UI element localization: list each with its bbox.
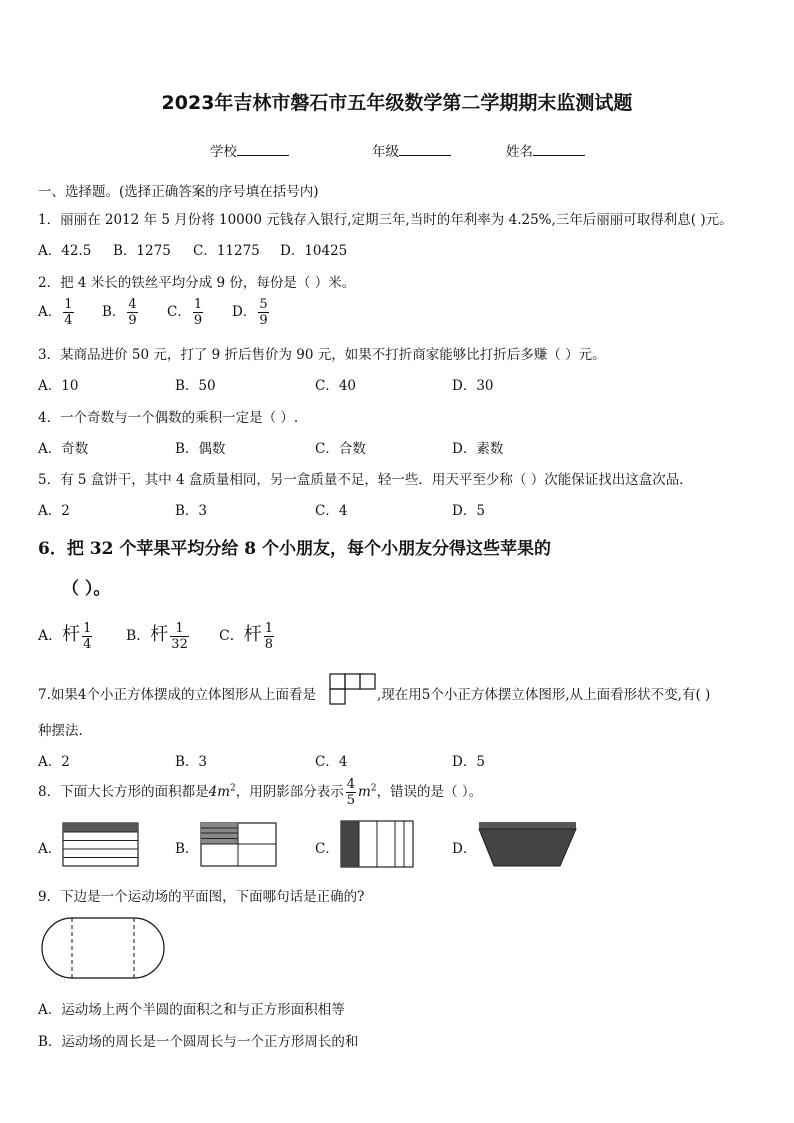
q8-figure-a[interactable] <box>62 822 140 868</box>
q5-option-b[interactable]: B．3 <box>175 503 208 519</box>
q8-area-unit-power: 2 <box>230 783 236 794</box>
q7-option-b[interactable]: B．3 <box>175 754 208 770</box>
q7-square-1 <box>330 674 345 689</box>
q8-figure-b[interactable] <box>200 822 278 868</box>
name-field <box>506 140 585 160</box>
q3-option-b[interactable]: B．50 <box>175 378 216 394</box>
fraction <box>264 622 274 651</box>
q3-option-a[interactable]: A．10 <box>38 378 79 394</box>
name-label: 姓名 <box>506 144 533 160</box>
q5-option-c[interactable]: C．4 <box>315 503 348 519</box>
numerator: 4 <box>346 777 356 792</box>
q5-option-a[interactable]: A．2 <box>38 503 70 519</box>
q2-stem: 2．把 4 米长的铁丝平均分成 9 份，每份是（ ）米。 <box>38 275 356 291</box>
denominator: 32 <box>171 636 188 652</box>
q2-option-c[interactable] <box>167 298 205 327</box>
section-heading: 一、选择题。(选择正确答案的序号填在括号内) <box>38 184 319 200</box>
q8-option-a[interactable]: A． <box>38 841 62 857</box>
numerator: 1 <box>83 620 92 636</box>
q7-option-c[interactable]: C．4 <box>315 754 348 770</box>
q9-track-outline <box>42 918 164 978</box>
numerator: 1 <box>64 297 73 312</box>
school-field <box>210 140 289 160</box>
q1-option-b[interactable]: B．1275 <box>113 243 171 259</box>
q7-stem-line2: 种摆法. <box>38 723 83 739</box>
q4-option-b[interactable]: B．偶数 <box>175 441 226 457</box>
q8-a-shaded-strip <box>63 823 138 832</box>
q7-stem-b: ,现在用5个小正方体摆立体图形,从上面看形状不变,有( ) <box>377 687 711 703</box>
q2-option-a[interactable] <box>38 298 76 327</box>
q3-option-d[interactable]: D．30 <box>452 378 494 394</box>
grade-field <box>372 140 451 160</box>
name-blank[interactable] <box>533 143 585 156</box>
q6-option-a-word: 杆 <box>62 624 81 645</box>
fraction <box>82 622 92 651</box>
q8-stem-a: 8．下面大长方形的面积都是 <box>38 784 209 800</box>
q2-option-a-label: A． <box>38 304 62 320</box>
denominator: 5 <box>346 793 356 808</box>
denominator: 4 <box>83 636 92 652</box>
q4-stem: 4．一个奇数与一个偶数的乘积一定是（ ）. <box>38 410 299 426</box>
numerator: 1 <box>264 620 273 636</box>
fraction <box>127 298 137 327</box>
q2-option-d-label: D． <box>232 304 257 320</box>
q8-shaded-unit-power: 2 <box>370 783 377 794</box>
grade-label: 年级 <box>372 144 399 160</box>
school-blank[interactable] <box>237 143 289 156</box>
q7-top-view-figure <box>329 673 377 705</box>
q6-option-a[interactable] <box>38 620 94 651</box>
q8-area-unit: m <box>217 784 230 800</box>
q8-figure-d[interactable] <box>476 820 580 870</box>
q8-option-d[interactable]: D． <box>452 841 477 857</box>
q9-track-figure <box>40 916 166 980</box>
denominator: 9 <box>193 313 203 328</box>
denominator: 9 <box>128 313 137 328</box>
q1-option-a[interactable]: A．42.5 <box>38 243 92 259</box>
fraction <box>193 298 203 327</box>
q5-stem: 5．有 5 盒饼干，其中 4 盒质量相同，另一盒质量不足，轻一些．用天平至少称（ ）次能保证找出这盒次品． <box>38 472 693 488</box>
q6-option-b-word: 杆 <box>150 624 169 645</box>
q9-option-b[interactable]: B．运动场的周长是一个圆周长与一个正方形周长的和 <box>38 1034 359 1050</box>
q2-option-d[interactable] <box>232 298 271 327</box>
q7-option-d[interactable]: D．5 <box>452 754 485 770</box>
q9-option-a[interactable]: A．运动场上两个半圆的面积之和与正方形面积相等 <box>38 1002 345 1018</box>
q4-option-c[interactable]: C．合数 <box>315 441 366 457</box>
q6-stem: 6．把 32 个苹果平均分给 8 个小朋友，每个小朋友分得这些苹果的 <box>38 539 551 559</box>
q6-option-c-label: C． <box>219 628 244 644</box>
q2-option-b[interactable] <box>102 298 140 327</box>
q5-option-d[interactable]: D．5 <box>452 503 485 519</box>
fraction <box>63 298 73 327</box>
q4-option-d[interactable]: D．素数 <box>452 441 504 457</box>
q6-option-c-word: 杆 <box>243 624 262 645</box>
q1-stem: 1．丽丽在 2012 年 5 月份将 10000 元钱存入银行,定期三年,当时的年利率为 4.25%,三年后丽丽可取得利息( )元。 <box>38 212 733 228</box>
denominator: 8 <box>264 636 273 652</box>
q6-option-a-label: A． <box>38 628 63 644</box>
q7-stem-a: 7.如果4个小正方体摆成的立体图形从上面看是 <box>38 687 316 703</box>
numerator: 4 <box>128 297 137 312</box>
q6-stem-line2: （ ）。 <box>62 579 111 599</box>
q4-option-a[interactable]: A．奇数 <box>38 441 89 457</box>
q8-figure-c[interactable] <box>340 820 416 870</box>
denominator: 9 <box>259 313 268 328</box>
q6-option-c[interactable] <box>219 620 276 651</box>
q8-d-shaded-trapezoid <box>479 829 576 866</box>
q8-c-shaded-column <box>341 821 359 867</box>
q9-stem: 9．下边是一个运动场的平面图，下面哪句话是正确的? <box>38 889 365 905</box>
q7-option-a[interactable]: A．2 <box>38 754 70 770</box>
q7-square-3 <box>360 674 375 689</box>
q8-option-b[interactable]: B． <box>175 841 199 857</box>
q8-area-value: 4 <box>208 784 218 800</box>
q1-option-c[interactable]: C．11275 <box>193 243 260 259</box>
q8-stem-c: ，错误的是（ ）。 <box>376 784 483 800</box>
q8-option-c[interactable]: C． <box>315 841 339 857</box>
q8-stem-b: ，用阴影部分表示 <box>235 784 344 800</box>
numerator: 1 <box>193 297 203 312</box>
numerator: 1 <box>170 622 189 637</box>
fraction <box>258 298 268 327</box>
page-title: 2023年吉林市磐石市五年级数学第二学期期末监测试题 <box>161 92 633 114</box>
grade-blank[interactable] <box>399 143 451 156</box>
q3-option-c[interactable]: C．40 <box>315 378 357 394</box>
fraction <box>346 778 356 807</box>
q7-square-2 <box>345 674 360 689</box>
fraction <box>170 622 189 651</box>
q8-d-top-bar <box>479 822 576 829</box>
q6-option-b[interactable] <box>126 620 191 651</box>
q8-stem <box>38 778 482 807</box>
q3-stem: 3．某商品进价 50 元，打了 9 折后售价为 90 元，如果不打折商家能够比打折后多赚（ ）元。 <box>38 347 606 363</box>
q6-option-b-label: B． <box>126 628 151 644</box>
q2-option-c-label: C． <box>167 304 191 320</box>
q1-option-d[interactable]: D．10425 <box>280 243 348 259</box>
denominator: 4 <box>64 313 73 328</box>
q7-square-4 <box>330 689 345 704</box>
numerator: 5 <box>259 297 268 312</box>
q8-shaded-unit: m <box>358 784 371 800</box>
q2-option-b-label: B． <box>102 304 126 320</box>
school-label: 学校 <box>210 144 237 160</box>
